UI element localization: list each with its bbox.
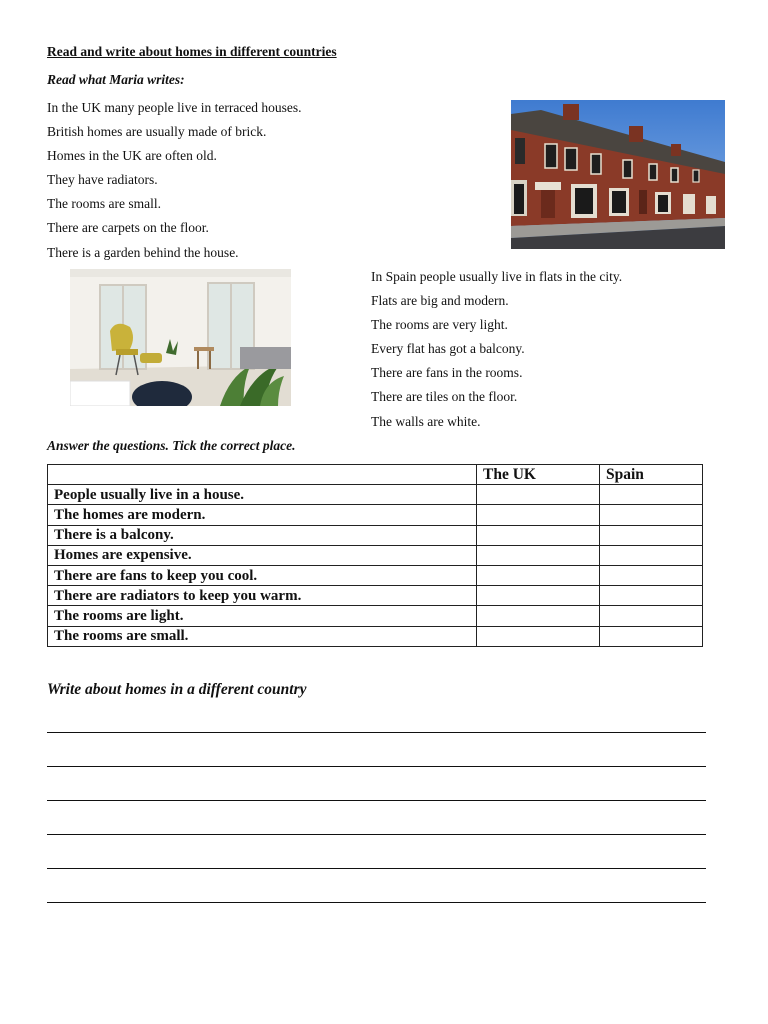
writing-line[interactable]	[47, 834, 706, 835]
uk-line: There are carpets on the floor.	[47, 220, 209, 236]
spanish-flat-photo	[70, 269, 291, 406]
table-header-row	[48, 465, 703, 485]
spain-line: In Spain people usually live in flats in the city.	[371, 269, 623, 284]
uk-tick-cell[interactable]	[477, 505, 600, 525]
uk-tick-cell[interactable]	[477, 606, 600, 626]
uk-line: There is a garden behind the house.	[47, 244, 239, 260]
tick-instructions: Answer the questions. Tick the correct place.	[47, 438, 296, 453]
table-row	[48, 586, 703, 606]
uk-tick-cell[interactable]	[477, 586, 600, 606]
table-row	[48, 626, 703, 646]
table-row	[48, 505, 703, 525]
spain-line: There are tiles on the floor.	[371, 389, 518, 405]
statement-cell: The rooms are light.	[48, 606, 477, 626]
table-header-uk: The UK	[477, 465, 600, 485]
spain-line: The rooms are very light.	[371, 317, 508, 333]
uk-line: They have radiators.	[47, 172, 158, 188]
uk-line: In the UK many people live in terraced houses.	[47, 100, 302, 115]
uk-line: British homes are usually made of brick.	[47, 124, 267, 140]
spain-tick-cell[interactable]	[600, 626, 703, 646]
table-header-spain: Spain	[600, 465, 703, 485]
uk-line: The rooms are small.	[47, 196, 161, 212]
table-row	[48, 606, 703, 626]
writing-line[interactable]	[47, 902, 706, 903]
spain-tick-cell[interactable]	[600, 505, 703, 525]
spain-tick-cell[interactable]	[600, 545, 703, 565]
uk-tick-cell[interactable]	[477, 485, 600, 505]
uk-tick-cell[interactable]	[477, 626, 600, 646]
statement-cell: Homes are expensive.	[48, 545, 477, 565]
writing-prompt: Write about homes in a different country	[47, 681, 307, 698]
table-row	[48, 545, 703, 565]
uk-tick-cell[interactable]	[477, 565, 600, 585]
spain-tick-cell[interactable]	[600, 586, 703, 606]
spain-line: The walls are white.	[371, 413, 481, 429]
writing-line[interactable]	[47, 766, 706, 767]
tick-table	[47, 464, 703, 647]
writing-line[interactable]	[47, 800, 706, 801]
reading-subtitle: Read what Maria writes:	[47, 72, 185, 87]
uk-description	[47, 99, 302, 268]
spain-line: Flats are big and modern.	[371, 293, 509, 309]
spain-line: There are fans in the rooms.	[371, 365, 523, 381]
table-header-blank	[48, 465, 477, 485]
statement-cell: The rooms are small.	[48, 626, 477, 646]
statement-cell: People usually live in a house.	[48, 485, 477, 505]
spain-tick-cell[interactable]	[600, 485, 703, 505]
statement-cell: The homes are modern.	[48, 505, 477, 525]
statement-cell: There are radiators to keep you warm.	[48, 586, 477, 606]
statement-cell: There are fans to keep you cool.	[48, 565, 477, 585]
uk-tick-cell[interactable]	[477, 525, 600, 545]
spain-tick-cell[interactable]	[600, 565, 703, 585]
statement-cell: There is a balcony.	[48, 525, 477, 545]
writing-line[interactable]	[47, 732, 706, 733]
uk-line: Homes in the UK are often old.	[47, 148, 217, 164]
worksheet-title: Read and write about homes in different countries	[47, 44, 337, 59]
spain-tick-cell[interactable]	[600, 525, 703, 545]
table-row	[48, 525, 703, 545]
writing-line[interactable]	[47, 868, 706, 869]
table-row	[48, 485, 703, 505]
spain-description	[371, 268, 622, 437]
spain-tick-cell[interactable]	[600, 606, 703, 626]
spain-line: Every flat has got a balcony.	[371, 341, 525, 357]
terraced-houses-photo	[511, 100, 725, 249]
uk-tick-cell[interactable]	[477, 545, 600, 565]
table-row	[48, 565, 703, 585]
